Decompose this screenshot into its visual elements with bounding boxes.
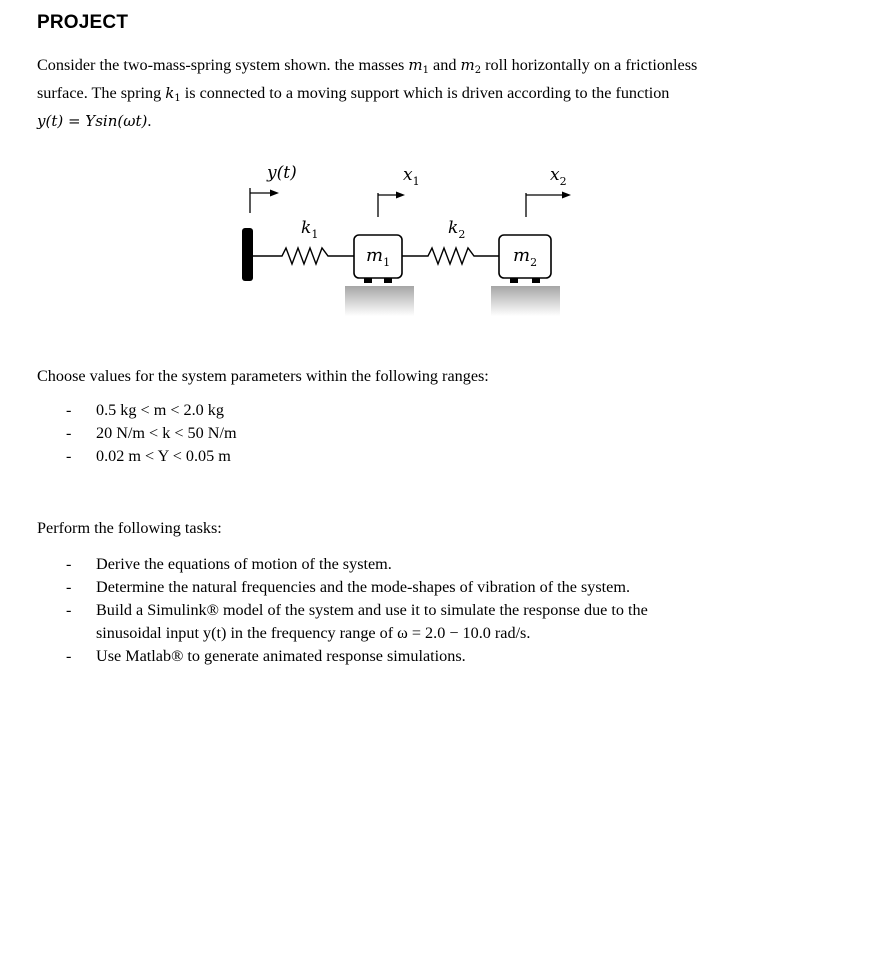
intro-text-2a: surface. The spring [37, 84, 166, 102]
moving-support [242, 228, 253, 281]
parameter-ranges-list [60, 399, 237, 468]
intro-text-1c: roll horizontally on a frictionless [481, 56, 698, 74]
m2-symbol: $m_2$ [460, 56, 482, 76]
page-title: PROJECT [37, 12, 129, 33]
ground-block-1 [345, 286, 414, 316]
label-x1: $x_1$ [403, 165, 420, 188]
list-item: - 20 N/m < k < 50 N/m [66, 424, 237, 442]
intro-line-2 [37, 82, 837, 110]
intro-text-2b: is connected to a moving support which is driven according to the function [180, 84, 670, 102]
list-item: sinusoidal input y(t) in the frequency range of ω = 2.0 − 10.0 rad/s. [96, 624, 531, 642]
intro-text-1b: and [429, 56, 461, 74]
intro-paragraph [37, 54, 837, 133]
spring-k1 [253, 248, 354, 264]
wheel [384, 278, 392, 283]
m1-symbol: $m_1$ [408, 56, 429, 76]
list-item: - Use Matlab® to generate animated response simulations. [66, 647, 466, 665]
forcing-function: y(t) = Ysin(ωt) [37, 112, 148, 130]
k1-symbol: $k_1$ [165, 84, 181, 104]
choose-values-text: Choose values for the system parameters within the following ranges: [37, 367, 489, 385]
label-k2: $k_2$ [448, 218, 466, 241]
perform-tasks-text: Perform the following tasks: [37, 519, 222, 537]
label-m1: $m_1$ [366, 245, 391, 269]
list-item: - 0.02 m < Y < 0.05 m [66, 447, 231, 465]
label-k1: $k_1$ [301, 218, 319, 241]
wheel [510, 278, 518, 283]
list-item: - Derive the equations of motion of the system. [66, 555, 392, 573]
list-item: - Build a Simulink® model of the system and use it to simulate the response due to the [66, 601, 648, 619]
intro-line-3: y(t) = Ysin(ωt). [37, 112, 152, 130]
two-mass-spring-diagram [230, 155, 580, 325]
arrow-y [250, 188, 279, 213]
spring-k2 [402, 248, 499, 264]
label-y-t: y(t) [267, 163, 297, 183]
label-m2: $m_2$ [513, 245, 538, 269]
wheel [364, 278, 372, 283]
list-item: - Determine the natural frequencies and the mode-shapes of vibration of the system. [66, 578, 631, 596]
list-item: - 0.5 kg < m < 2.0 kg [66, 401, 224, 419]
arrow-x2 [526, 192, 571, 218]
ground-block-2 [491, 286, 560, 316]
intro-text-1a: Consider the two-mass-spring system shown. the masses [37, 56, 409, 74]
arrow-x1 [378, 192, 405, 218]
tasks-list [60, 553, 648, 668]
intro-line-1 [37, 54, 837, 82]
label-x2: $x_2$ [550, 165, 567, 188]
wheel [532, 278, 540, 283]
